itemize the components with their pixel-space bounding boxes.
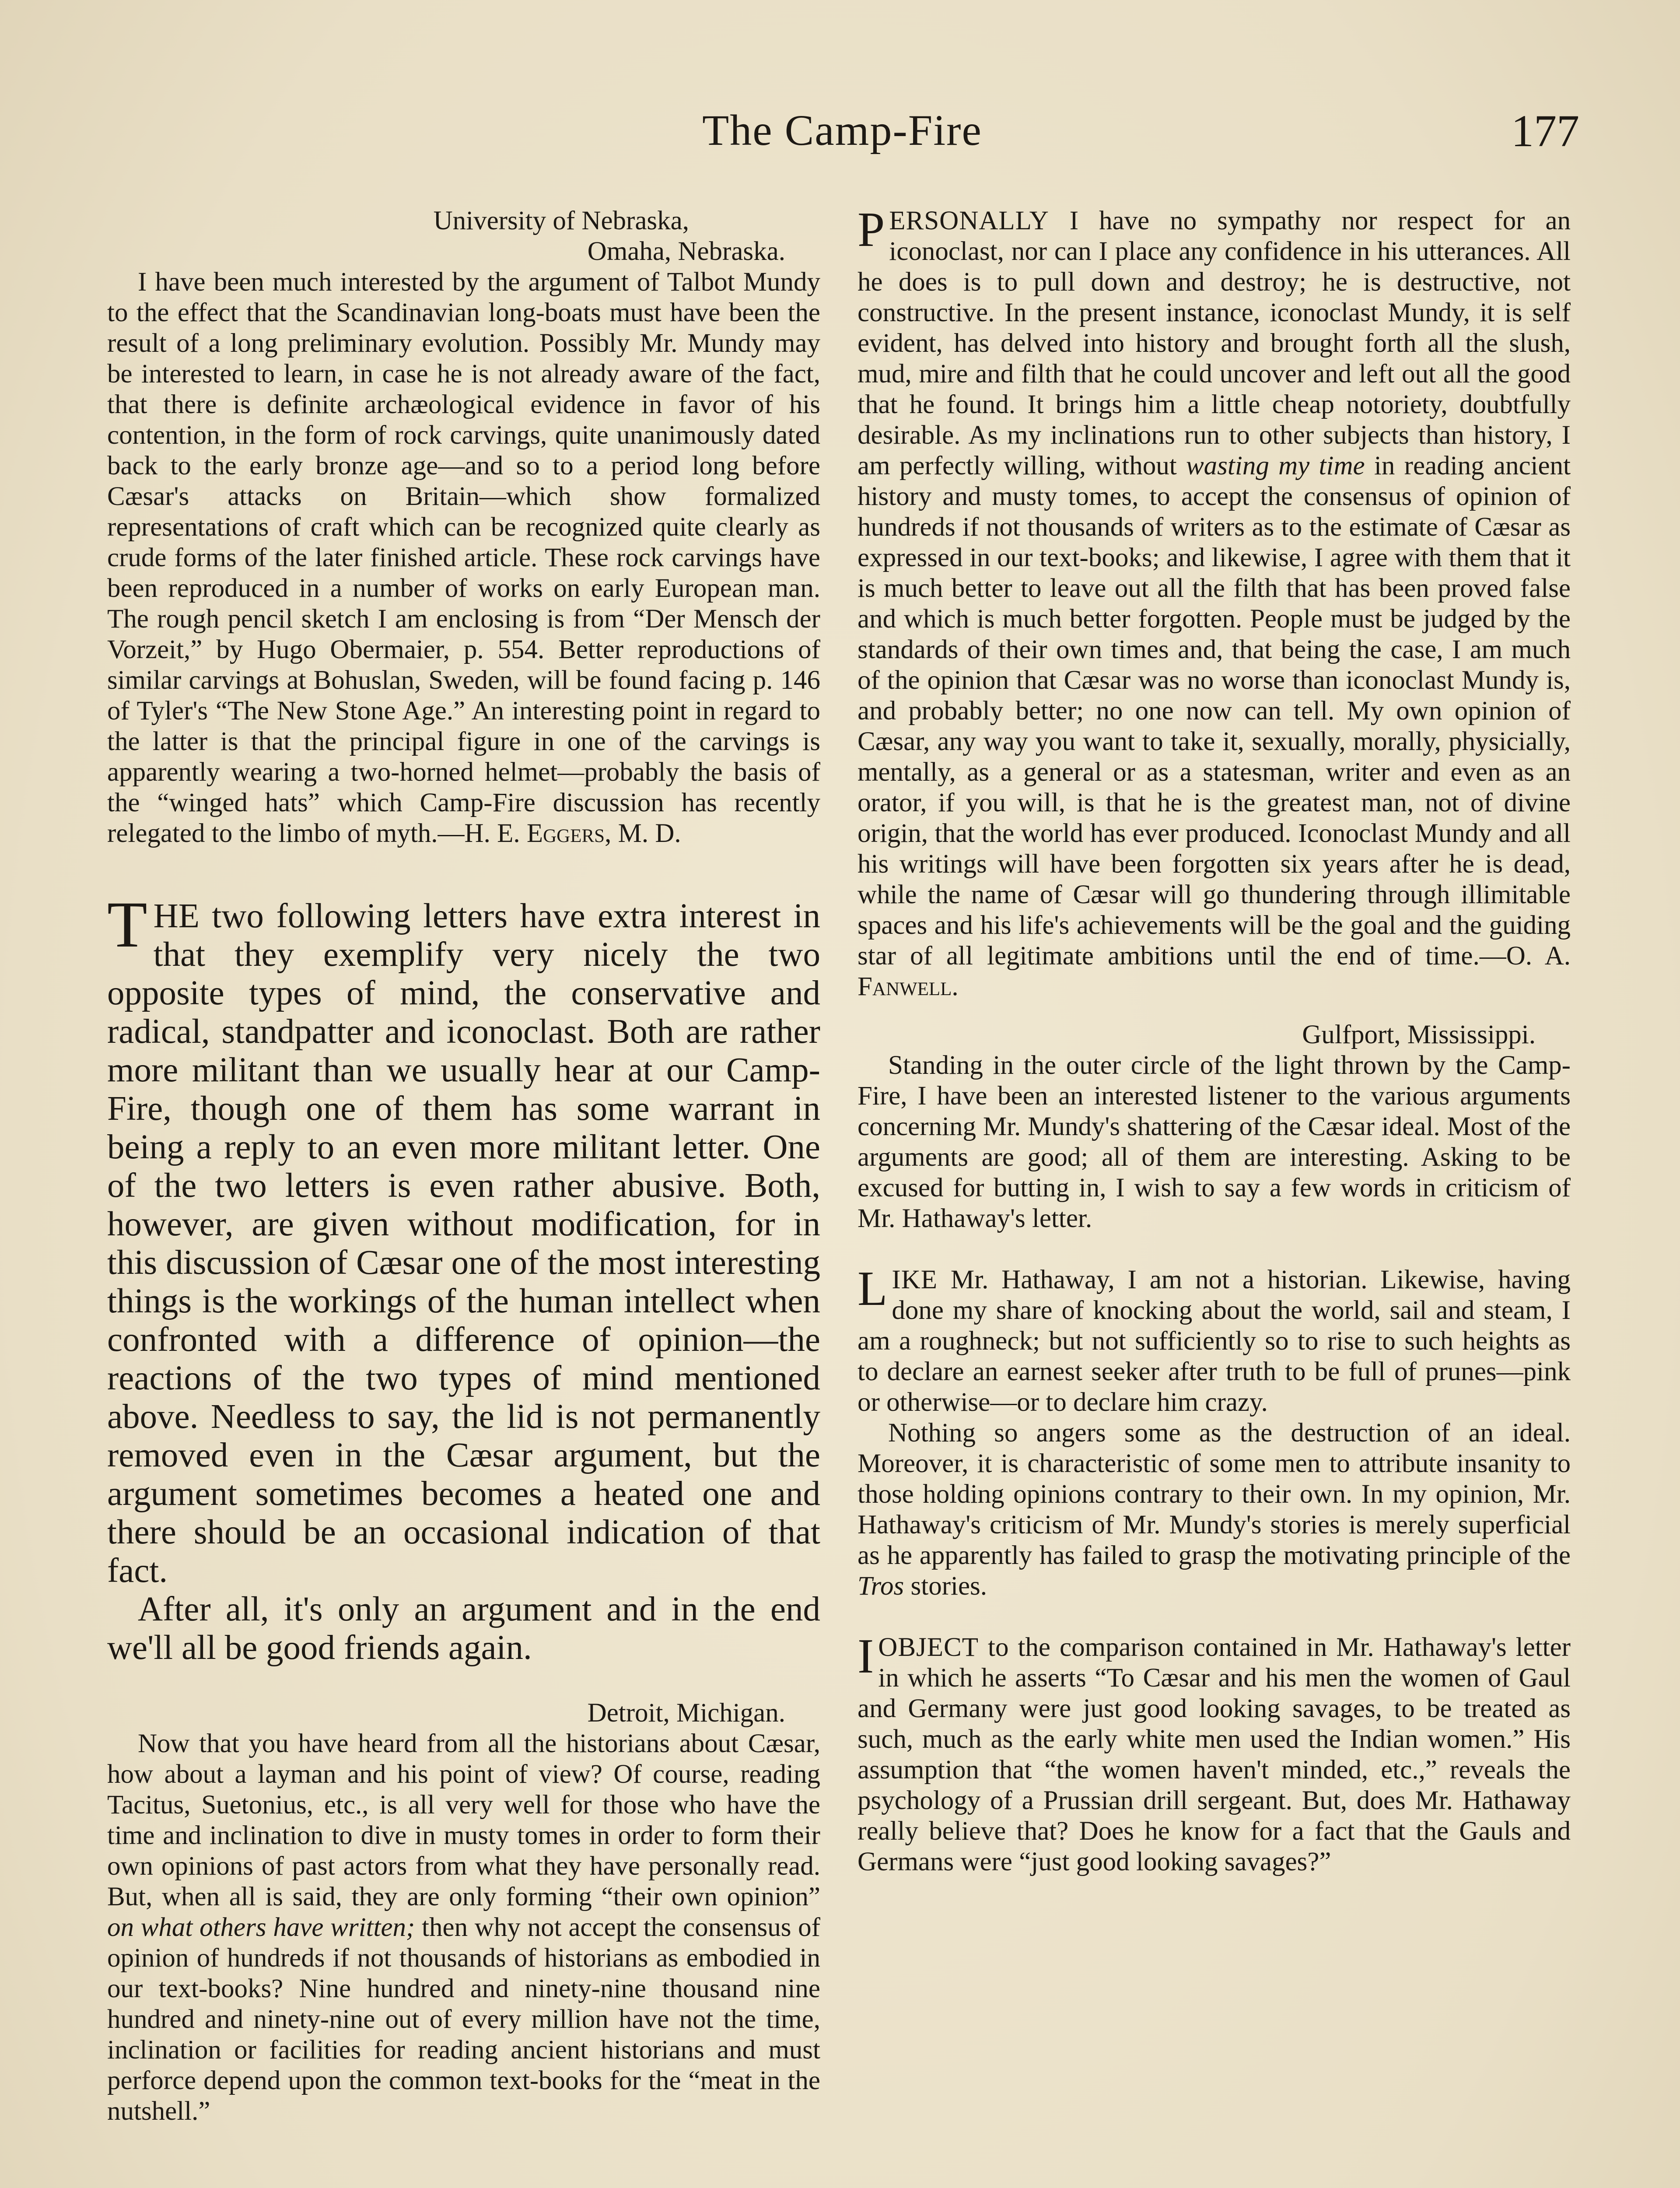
- letter-body: [858, 1262, 1571, 1418]
- lead-word: ERSONALLY: [889, 206, 1049, 235]
- page-number: 177: [1511, 106, 1579, 156]
- drop-cap: I: [858, 1629, 874, 1683]
- letter-text: stories.: [904, 1571, 987, 1601]
- letter-text: Mr. Hathaway, I am not a historian. Likewise, having done my share of knocking about the world, sail and steam, I am a roughneck; but not sufficiently so to rise to such heights as to declare an earnest seeker after truth to be full of prunes—pink or otherwise—or to declare him crazy.: [858, 1265, 1571, 1417]
- letter-emphasis: wasting my time: [1186, 451, 1365, 480]
- running-title: The Camp-Fire: [702, 106, 982, 154]
- letter-nebraska: [107, 206, 820, 849]
- lead-word: IKE: [892, 1265, 938, 1294]
- drop-cap: T: [107, 888, 147, 961]
- letter-emphasis: Tros: [858, 1571, 904, 1601]
- drop-cap: P: [858, 203, 885, 257]
- letter-signature: H. E. Eggers, M. D.: [464, 819, 681, 848]
- letter-detroit-continued: [858, 203, 1571, 1002]
- lead-word: OBJECT: [878, 1633, 979, 1662]
- drop-cap: L: [858, 1262, 888, 1316]
- editorial-paragraph: After all, it's only an argument and in the end we'll all be good friends again.: [107, 1590, 820, 1667]
- letter-body: [858, 1418, 1571, 1602]
- letter-text: to the comparison contained in Mr. Hathaway's letter in which he asserts “To Cæsar and his men the women of Gaul and Germany were just good looking savages, to be treated as such, much as the early white men used the Indian women.” His assumption that “the women haven't minded, etc.,” reveals the psychology of a Prussian drill sergeant. But, does Mr. Hathaway really believe that? Does he know for a fact that the Gauls and Germans were “just good looking savages?”: [858, 1633, 1571, 1876]
- letter-place: Omaha, Nebraska.: [587, 237, 785, 266]
- letter-text: I have no sympathy nor respect for an iconoclast, nor can I place any confidence in his utterances. All he does is to pull down and destroy; he is destructive, not constructive. In the present instance, iconoclast Mundy, it is self evident, has delved into history and brought forth all the slush, mud, mire and filth that he could uncover and left out all the good that he found. It brings him a little cheap notoriety, doubtfully desirable. As my inclinations run to other subjects than history, I am perfectly willing, without: [858, 206, 1571, 480]
- page-header: [105, 105, 1579, 171]
- right-column: [858, 203, 1571, 1877]
- letter-place: Gulfport, Mississippi.: [1302, 1020, 1536, 1049]
- letter-signature: O. A. Fanwell.: [858, 941, 1571, 1001]
- letter-text: Now that you have heard from all the historians about Cæsar, how about a layman and his point of view? Of course, reading Tacitus, Suetonius, etc., is all very well for those who have the time and inclination to dive in musty tomes in order to form their own opinions of past actors from what they have personally read. But, when all is said, they are only forming “their own opinion”: [107, 1729, 820, 1911]
- letter-detroit-start: [107, 1698, 820, 2127]
- editorial-note: [107, 888, 820, 1667]
- letter-body: [107, 267, 820, 849]
- letter-emphasis: on what others have written;: [107, 1913, 415, 1942]
- letter-gulfport: [858, 1020, 1571, 1877]
- letter-text: I have been much interested by the argument of Talbot Mundy to the effect that the Scandinavian long-boats must have been the result of a long preliminary evolution. Possibly Mr. Mundy may be interested to learn, in case he is not already aware of the fact, that there is definite archæological evidence in favor of his contention, in the form of rock carvings, quite unanimously dated back to the early bronze age—and so to a period long before Cæsar's attacks on Britain—which show formalized representations of craft which can be recognized quite clearly as crude forms of the later finished article. These rock carvings have been reproduced in a number of works on early European man. The rough pencil sketch I am enclosing is from “Der Mensch der Vorzeit,” by Hugo Obermaier, p. 554. Better reproductions of similar carvings at Bohuslan, Sweden, will be found facing p. 146 of Tyler's “The New Stone Age.” An interesting point in regard to the latter is that the principal figure in one of the carvings is apparently wearing a two-horned helmet—probably the basis of the “winged hats” which Camp-Fire discussion has recently relegated to the limbo of myth.—: [107, 267, 820, 848]
- letter-text: Nothing so angers some as the destruction of an ideal. Moreover, it is characteristic of some men to attribute insanity to those holding opinions contrary to their own. In my opinion, Mr. Hathaway's criticism of Mr. Mundy's stories is merely superficial as he apparently has failed to grasp the motivating principle of the: [858, 1418, 1571, 1570]
- letter-body: [858, 203, 1571, 1002]
- letter-place: Detroit, Michigan.: [587, 1698, 785, 1728]
- left-column: [107, 206, 820, 2127]
- letter-body: Standing in the outer circle of the light thrown by the Camp-Fire, I have been an interested listener to the various arguments concerning Mr. Mundy's shattering of the Cæsar ideal. Most of the arguments are good; all of them are interesting. Asking to be excused for butting in, I wish to say a few words in criticism of Mr. Hathaway's letter.: [858, 1051, 1571, 1233]
- editorial-text: HE two following letters have extra interest in that they exemplify very nicely the two opposite types of mind, the conservative and radical, standpatter and iconoclast. Both are rather more militant than we usually hear at our Camp-Fire, though one of them has some warrant in being a reply to an even more militant letter. One of the two letters is even rather abusive. Both, however, are given without modification, for in this discussion of Cæsar one of the most interesting things is the workings of the human intellect when confronted with a difference of opinion—the reactions of the two types of mind mentioned above. Needless to say, the lid is not permanently removed even in the Cæsar argument, but the argument sometimes becomes a heated one and there should be an occasional indication of that fact.: [107, 897, 820, 1590]
- letter-text: in reading ancient history and musty tomes, to accept the consensus of opinion of hundreds if not thousands of writers as to the estimate of Cæsar as expressed in our text-books; and likewise, I agree with them that it is much better to leave out all the filth that has been proved false and which is much better forgotten. People must be judged by the standards of their own times and, that being the case, I am much of the opinion that Cæsar was no worse than iconoclast Mundy is, and probably better; no one now can tell. My own opinion of Cæsar, any way you want to take it, sexually, morally, physicially, mentally, as a general or as a statesman, writer and even as an orator, if you will, is that he is the greatest man, not of divine origin, that the world has ever produced. Iconoclast Mundy and all his writings will have been forgotten six years after he is dead, while the name of Cæsar will go thundering through illimitable spaces and his life's achievements will be the goal and the guiding star of all legitimate ambitions until the end of time.—: [858, 451, 1571, 971]
- letter-place: University of Nebraska,: [433, 206, 689, 235]
- letter-body: [858, 1629, 1571, 1877]
- letter-text: then why not accept the consensus of opinion of hundreds if not thousands of historians as embodied in our text-books? Nine hundred and ninety-nine thousand nine hundred and ninety-nine out of every million have not the time, inclination or facilities for reading ancient historians and must perforce depend upon the common text-books for the “meat in the nutshell.”: [107, 1913, 820, 2126]
- editorial-paragraph: [107, 888, 820, 1590]
- letter-body: [107, 1729, 820, 2127]
